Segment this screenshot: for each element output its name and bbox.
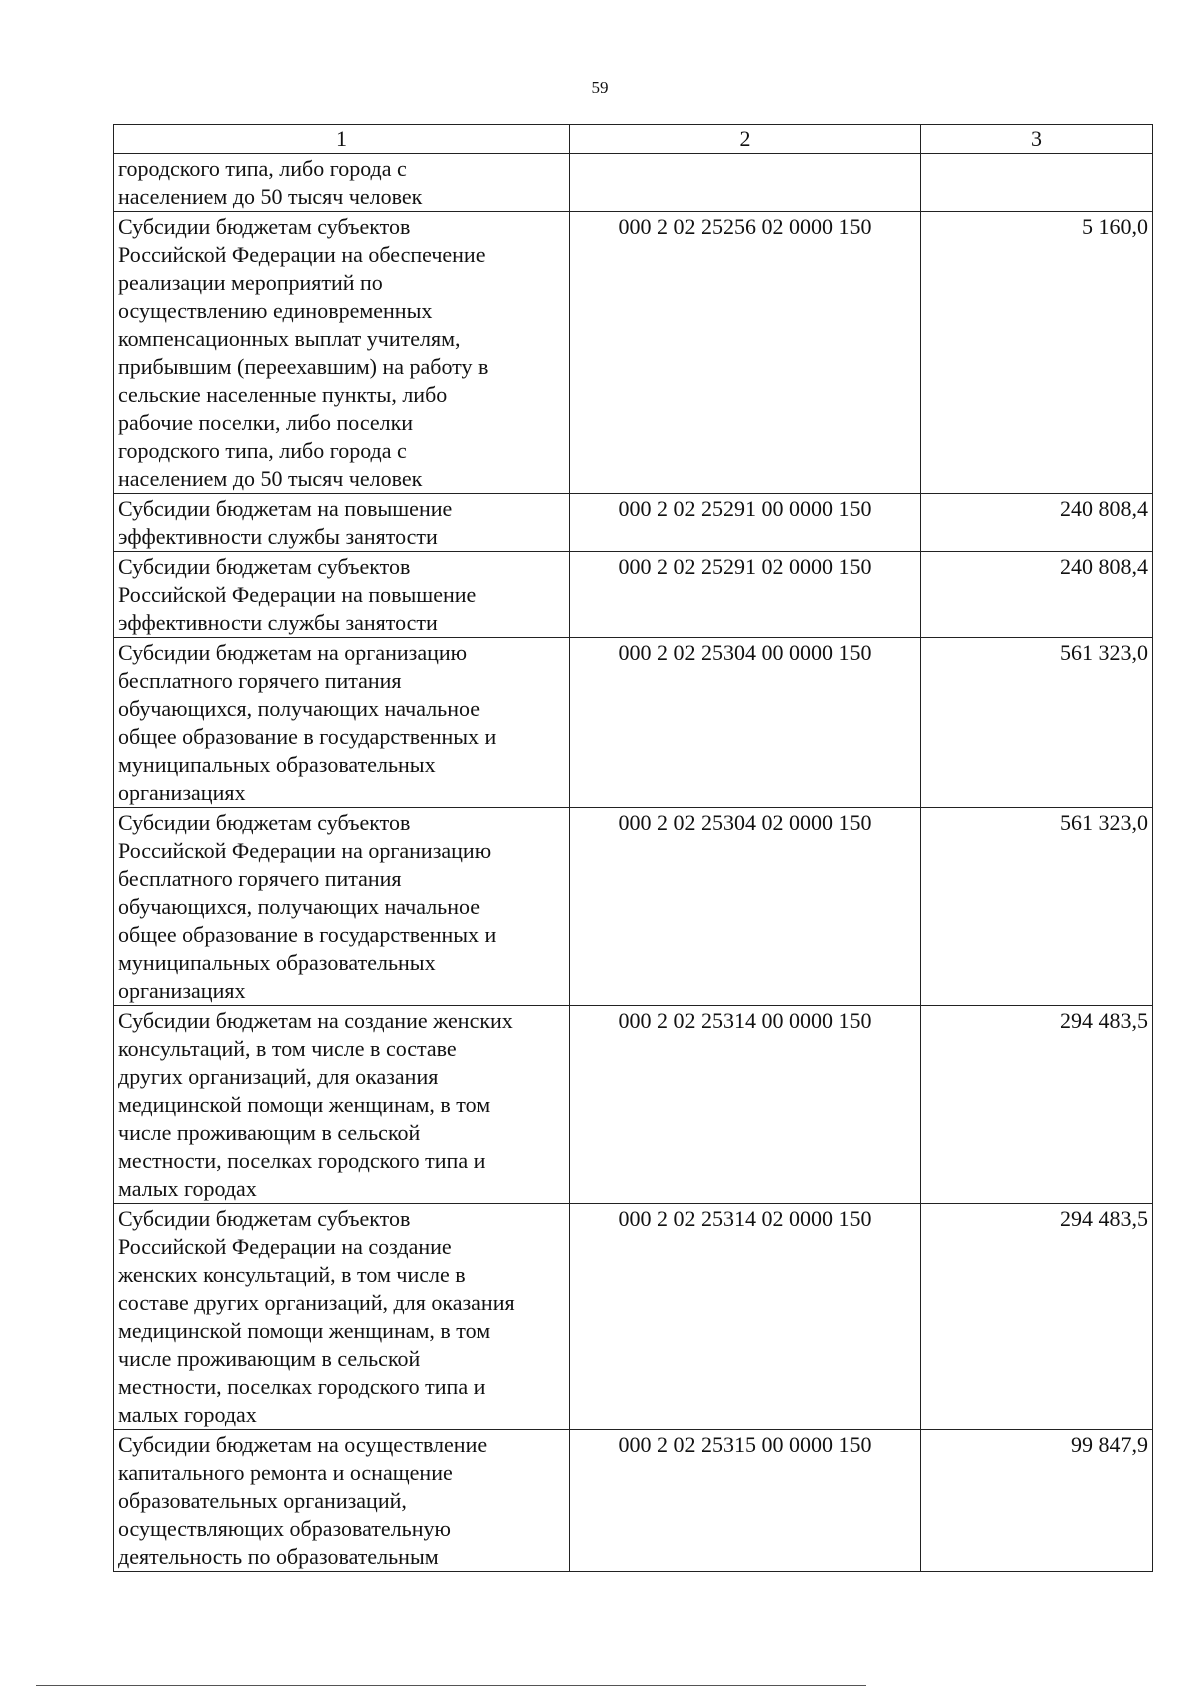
row-amount: 294 483,5 — [921, 1006, 1153, 1204]
table-row — [114, 1006, 1153, 1204]
row-code — [570, 154, 921, 212]
row-code: 000 2 02 25315 00 0000 150 — [570, 1430, 921, 1572]
table-row — [114, 494, 1153, 552]
table-row — [114, 552, 1153, 638]
footer-divider — [36, 1685, 866, 1686]
row-name: Субсидии бюджетам субъектов Российской Федерации на организацию бесплатного горячего питания обучающихся, получающих начальное общее образование в государственных и муниципальных образовательных организациях — [114, 808, 570, 1006]
budget-table — [113, 124, 1153, 1572]
row-code: 000 2 02 25256 02 0000 150 — [570, 212, 921, 494]
table-header-row — [114, 125, 1153, 154]
table-row — [114, 1204, 1153, 1430]
table-row — [114, 212, 1153, 494]
row-amount: 99 847,9 — [921, 1430, 1153, 1572]
row-amount: 561 323,0 — [921, 638, 1153, 808]
row-amount: 240 808,4 — [921, 552, 1153, 638]
row-name: Субсидии бюджетам на повышение эффективности службы занятости — [114, 494, 570, 552]
row-amount — [921, 154, 1153, 212]
row-code: 000 2 02 25304 02 0000 150 — [570, 808, 921, 1006]
table-row — [114, 1430, 1153, 1572]
row-amount: 561 323,0 — [921, 808, 1153, 1006]
row-amount: 294 483,5 — [921, 1204, 1153, 1430]
table-row — [114, 638, 1153, 808]
row-name: Субсидии бюджетам на создание женских консультаций, в том числе в составе других организаций, для оказания медицинской помощи женщинам, в том числе проживающим в сельской местности, поселках городского типа и малых городах — [114, 1006, 570, 1204]
row-code: 000 2 02 25291 02 0000 150 — [570, 552, 921, 638]
row-name: Субсидии бюджетам субъектов Российской Федерации на обеспечение реализации мероприятий по осуществлению единовременных компенсационных выплат учителям, прибывшим (переехавшим) на работу в сельские населенные пункты, либо рабочие поселки, либо поселки городского типа, либо города с населением до 50 тысяч человек — [114, 212, 570, 494]
row-amount: 5 160,0 — [921, 212, 1153, 494]
row-code: 000 2 02 25291 00 0000 150 — [570, 494, 921, 552]
row-name: Субсидии бюджетам субъектов Российской Федерации на создание женских консультаций, в том числе в составе других организаций, для оказания медицинской помощи женщинам, в том числе проживающим в сельской местности, поселках городского типа и малых городах — [114, 1204, 570, 1430]
table-row — [114, 808, 1153, 1006]
row-name: Субсидии бюджетам субъектов Российской Федерации на повышение эффективности службы занятости — [114, 552, 570, 638]
row-code: 000 2 02 25314 02 0000 150 — [570, 1204, 921, 1430]
row-name: городского типа, либо города с населением до 50 тысяч человек — [114, 154, 570, 212]
row-code: 000 2 02 25314 00 0000 150 — [570, 1006, 921, 1204]
column-header-2: 2 — [570, 125, 921, 154]
page-number: 59 — [591, 78, 609, 97]
row-amount: 240 808,4 — [921, 494, 1153, 552]
column-header-1: 1 — [114, 125, 570, 154]
row-code: 000 2 02 25304 00 0000 150 — [570, 638, 921, 808]
table-row — [114, 154, 1153, 212]
row-name: Субсидии бюджетам на организацию бесплатного горячего питания обучающихся, получающих начальное общее образование в государственных и муниципальных образовательных организациях — [114, 638, 570, 808]
column-header-3: 3 — [921, 125, 1153, 154]
row-name: Субсидии бюджетам на осуществление капитального ремонта и оснащение образовательных организаций, осуществляющих образовательную деятельность по образовательным — [114, 1430, 570, 1572]
